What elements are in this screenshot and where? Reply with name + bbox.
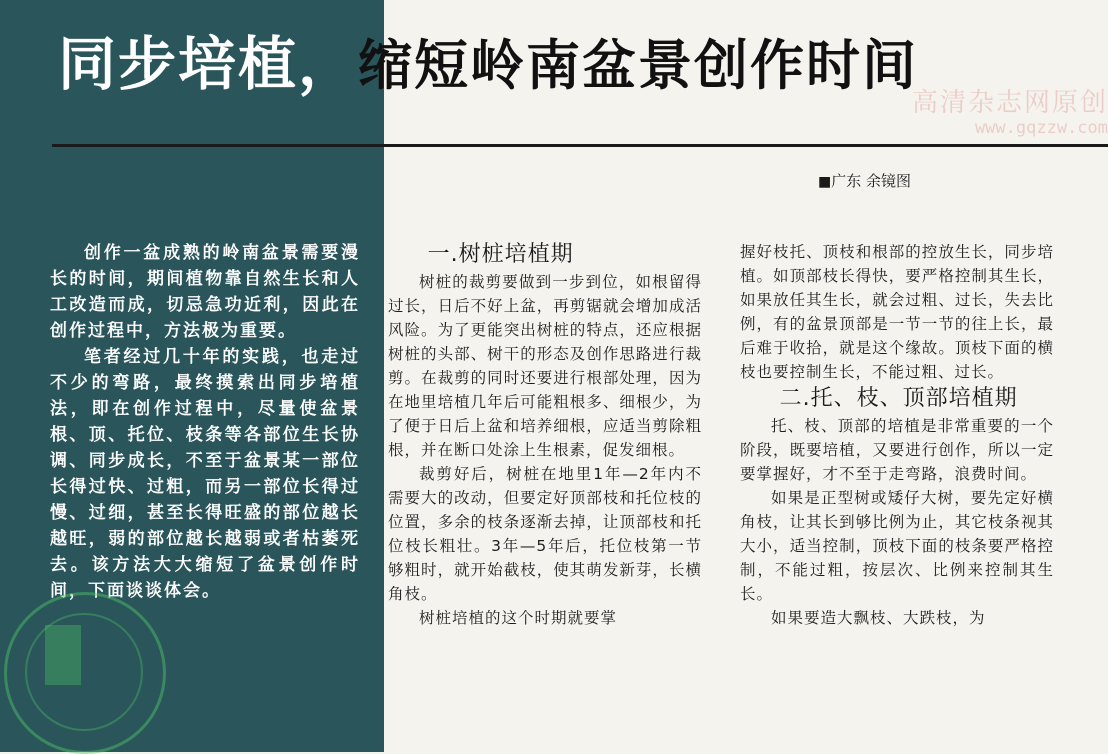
watermark-url: www.gqzzw.com (974, 118, 1108, 138)
body-paragraph: 如果要造大飘枝、大跌枝，为 (771, 609, 986, 627)
body-paragraph: 树桩培植的这个时期就要掌 (419, 609, 618, 627)
stamp-seal-icon (4, 592, 166, 754)
body-column-middle (388, 240, 702, 630)
body-column-right (740, 240, 1054, 630)
title-part-1: 同步培植， (58, 30, 359, 98)
title-part-2: 缩短岭南盆景创作时间 (358, 34, 919, 97)
watermark (912, 88, 1108, 138)
intro-paragraph: 创作一盆成熟的岭南盆景需要漫长的时间，期间植物靠自然生长和人工改造而成，切忌急功近利，因此在创作过程中，方法极为重要。 (50, 243, 360, 341)
stamp-inner-ring (25, 613, 143, 731)
body-paragraph: 如果是正型树或矮仔大树，要先定好横角枝，让其长到够比例为止，其它枝条视其大小，适当控制，顶枝下面的枝条要严格控制，不能过粗，按层次、比例来控制其生长。 (740, 489, 1054, 603)
intro-column (50, 240, 360, 604)
body-paragraph: 托、枝、顶部的培植是非常重要的一个阶段，既要培植，又要进行创作，所以一定要掌握好，才不至于走弯路，浪费时间。 (740, 417, 1054, 483)
body-paragraph: 裁剪好后，树桩在地里1年—2年内不需要大的改动，但要定好顶部枝和托位枝的位置，多余的枝条逐渐去掉，让顶部枝和托位枝长粗壮。3年—5年后，托位枝第一节够粗时，就开始截枝，使其萌发新芽，长横角枝。 (388, 465, 702, 603)
intro-paragraph: 笔者经过几十年的实践，也走过不少的弯路，最终摸索出同步培植法，即在创作过程中，尽量使盆景根、顶、托位、枝条等各部位生长协调、同步成长，不至于盆景某一部位长得过快、过粗，而另一部位长得过慢、过细，甚至长得旺盛的部位越长越旺，弱的部位越长越弱或者枯萎死去。该方法大大缩短了盆景创作时间，下面谈谈体会。 (50, 347, 360, 601)
body-paragraph-continued: 握好枝托、顶枝和根部的控放生长，同步培植。如顶部枝长得快，要严格控制其生长，如果放任其生长，就会过粗、过长，失去比例，有的盆景顶部是一节一节的往上长，最后难于收拾，就是这个缘故。顶枝下面的横枝也要控制生长，不能过粗、过长。 (740, 243, 1054, 381)
square-bullet-icon: ■ (818, 174, 832, 190)
watermark-text: 高清杂志网原创 (911, 88, 1108, 118)
stamp-mark (45, 625, 81, 685)
article-title (58, 14, 918, 116)
author-byline (818, 170, 911, 191)
section-heading: 二.托、枝、顶部培植期 (779, 386, 1018, 411)
title-divider (52, 144, 1108, 147)
body-paragraph: 树桩的裁剪要做到一步到位，如根留得过长，日后不好上盆，再剪锯就会增加成活风险。为了更能突出树桩的特点，还应根据树桩的头部、树干的形态及创作思路进行裁剪。在裁剪的同时还要进行根部处理，因为在地里培植几年后可能粗根多、细根少，为了便于日后上盆和培养细根，应适当剪除粗根，并在断口处涂上生根素，促发细根。 (388, 273, 702, 459)
section-heading: 一.树桩培植期 (427, 242, 574, 267)
author-name: 广东 余镜图 (831, 172, 912, 190)
